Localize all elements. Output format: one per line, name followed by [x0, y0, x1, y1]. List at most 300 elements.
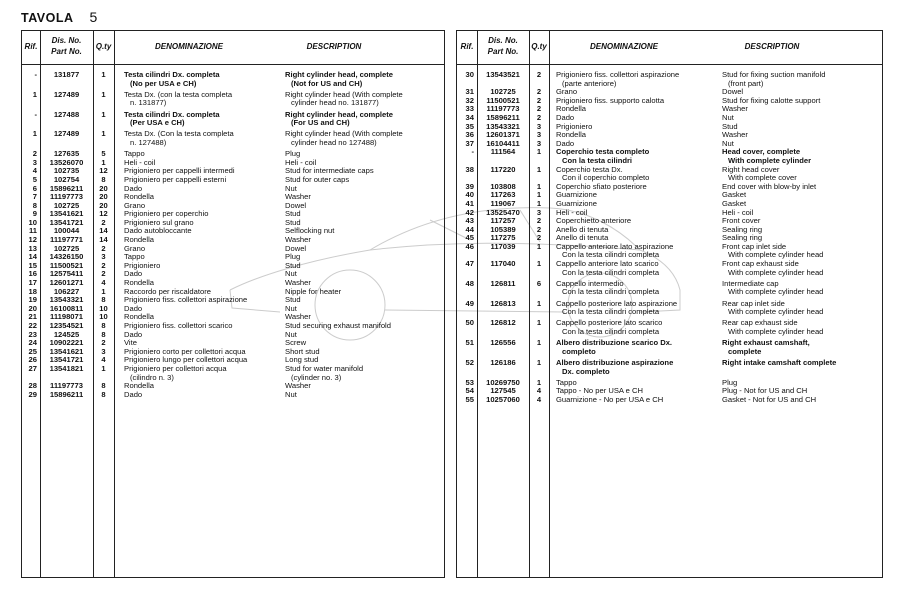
- row-part-no: 102725: [53, 243, 80, 253]
- description-line: Right cylinder head, complete: [285, 70, 394, 79]
- denominazione-line: Cappello posteriore lato scarico: [556, 318, 663, 328]
- row-ref: 13: [28, 243, 37, 253]
- denominazione-line: Coperchietto anteriore: [556, 216, 632, 226]
- description-line: Washer: [285, 235, 311, 245]
- row-ref: 34: [465, 112, 474, 122]
- row-denominazione: [124, 296, 247, 305]
- row-denominazione: [556, 300, 677, 317]
- table-row: [457, 183, 882, 192]
- row-part-no: 119067: [490, 198, 516, 208]
- row-ref: 33: [465, 104, 474, 114]
- row-qty: 1: [101, 109, 106, 119]
- row-qty: 2: [101, 269, 106, 279]
- description-line: Nut: [285, 269, 297, 279]
- row-ref: 17: [28, 278, 37, 288]
- row-part-no: 13541621: [49, 346, 84, 356]
- row-ref: 22: [28, 321, 37, 330]
- row-part-no: 102754: [53, 174, 80, 184]
- header-part-no: Part No.: [487, 47, 519, 56]
- row-part-no: 10269750: [486, 377, 520, 387]
- description-line: Short stud: [285, 346, 320, 356]
- row-part-no: 127489: [53, 89, 80, 99]
- table-row: [22, 236, 444, 245]
- table-row: [457, 379, 882, 388]
- description-line: Selflocking nut: [285, 226, 335, 236]
- description-line: Washer: [722, 104, 748, 114]
- denominazione-line: Rondella: [124, 312, 154, 322]
- description-line: Stud securing exhaust manifold: [285, 321, 391, 330]
- table-row: [22, 365, 444, 382]
- table-row: [457, 131, 882, 140]
- table-row: [22, 202, 444, 211]
- row-ref: 4: [32, 166, 37, 176]
- row-qty: 1: [101, 286, 106, 296]
- row-denominazione: [124, 391, 142, 400]
- denominazione-line: Testa cilindri Dx. completa: [124, 109, 220, 119]
- row-part-no: 15896211: [49, 183, 84, 193]
- table-row: [22, 391, 444, 400]
- description-subline: (cylinder no. 3): [291, 372, 342, 382]
- row-qty: 1: [101, 70, 106, 79]
- denominazione-line: Prigioniero fiss. collettori aspirazione: [124, 295, 248, 305]
- row-qty: 1: [101, 363, 106, 373]
- denominazione-subline: (cilindro n. 3): [130, 372, 174, 382]
- description-line: Plug - Not for US and CH: [722, 386, 808, 396]
- table-row: [457, 71, 882, 88]
- denominazione-subline: n. 127488): [130, 137, 167, 147]
- row-qty: 2: [536, 112, 542, 122]
- row-denominazione: [556, 71, 679, 88]
- row-description: [285, 91, 403, 108]
- page-number: 5: [89, 9, 98, 25]
- denominazione-line: Albero distribuzione aspirazione: [556, 357, 674, 367]
- table-row: [22, 305, 444, 314]
- table-row: [22, 150, 444, 159]
- denominazione-line: Prigioniero per cappelli intermedi: [124, 166, 235, 176]
- row-part-no: 13526070: [49, 157, 84, 167]
- denominazione-line: Grano: [124, 243, 146, 253]
- row-qty: 10: [99, 312, 108, 322]
- denominazione-line: Dado: [556, 112, 575, 122]
- row-denominazione: [556, 166, 649, 183]
- row-ref: 1: [32, 129, 37, 139]
- table-row: [457, 396, 882, 405]
- row-qty: 4: [536, 386, 542, 396]
- denominazione-subline: Con il coperchio completo: [562, 173, 650, 183]
- description-line: Heli - coil: [285, 157, 317, 167]
- header-description: DESCRIPTION: [306, 42, 362, 51]
- row-part-no: 117039: [490, 241, 516, 251]
- denominazione-line: Prigioniero per cappelli esterni: [124, 174, 227, 184]
- row-description: [722, 300, 823, 317]
- header-qty: Q.ty: [531, 42, 547, 51]
- row-ref: 24: [28, 338, 37, 348]
- row-denominazione: [556, 148, 649, 165]
- table-body: [22, 71, 444, 399]
- row-ref: 50: [465, 318, 474, 328]
- row-ref: 46: [465, 241, 474, 251]
- description-line: Gasket: [722, 198, 747, 208]
- row-ref: 54: [465, 386, 474, 396]
- row-ref: 7: [32, 192, 37, 202]
- row-denominazione: [556, 319, 662, 336]
- row-denominazione: [124, 130, 234, 147]
- description-line: Sealing ring: [722, 224, 763, 234]
- row-ref: 44: [465, 224, 474, 234]
- row-ref: 40: [465, 190, 474, 200]
- table-row: [22, 262, 444, 271]
- table-row: [457, 280, 882, 297]
- row-part-no: 126811: [490, 278, 516, 288]
- row-ref: 41: [465, 198, 474, 208]
- table-row: [22, 279, 444, 288]
- description-line: Stud for outer caps: [285, 174, 350, 184]
- denominazione-subline: (parte anteriore): [562, 78, 617, 88]
- row-qty: 1: [536, 298, 542, 308]
- row-denominazione: [556, 260, 659, 277]
- denominazione-line: Cappello anteriore lato scarico: [556, 259, 659, 269]
- row-description: [722, 359, 836, 368]
- row-qty: 1: [536, 318, 542, 328]
- row-qty: 1: [536, 164, 542, 174]
- row-ref: 52: [465, 357, 474, 367]
- description-line: Nut: [722, 112, 734, 122]
- row-qty: 1: [536, 259, 542, 269]
- row-qty: 1: [536, 181, 542, 191]
- row-part-no: 11500521: [49, 260, 84, 270]
- denominazione-line: Testa cilindri Dx. completa: [124, 70, 220, 79]
- table-row: [22, 356, 444, 365]
- denominazione-line: Coperchio testa completo: [556, 147, 650, 157]
- table-row: [457, 114, 882, 123]
- denominazione-line: Dado: [124, 329, 143, 339]
- row-denominazione: [556, 243, 673, 260]
- description-line: Plug: [722, 377, 738, 387]
- row-qty: 8: [101, 295, 106, 305]
- denominazione-line: Prigioniero per collettori acqua: [124, 363, 227, 373]
- denominazione-line: Raccordo per riscaldatore: [124, 286, 211, 296]
- denominazione-line: Rondella: [124, 235, 154, 245]
- table-row: [457, 260, 882, 277]
- denominazione-subline: n. 131877): [130, 98, 167, 108]
- table-row: [22, 185, 444, 194]
- denominazione-line: Tappo: [124, 149, 145, 159]
- table-row: [22, 245, 444, 254]
- description-line: Rear cap inlet side: [722, 298, 785, 308]
- row-description: [722, 280, 823, 297]
- denominazione-subline: Con la testa cilindri completa: [562, 327, 660, 336]
- row-part-no: 11197773: [50, 381, 83, 391]
- row-qty: 3: [536, 130, 542, 140]
- row-part-no: 124525: [53, 329, 80, 339]
- table-row: [22, 382, 444, 391]
- row-qty: 8: [101, 381, 106, 391]
- row-qty: 4: [101, 278, 106, 288]
- row-ref: 20: [28, 303, 37, 313]
- row-qty: 2: [101, 243, 106, 253]
- table-row: [22, 219, 444, 228]
- row-part-no: 13543321: [49, 295, 84, 305]
- row-ref: 43: [465, 216, 474, 226]
- row-qty: 3: [536, 138, 542, 148]
- row-ref: 19: [28, 295, 37, 305]
- row-qty: 2: [536, 95, 542, 105]
- row-qty: 1: [101, 89, 106, 99]
- row-description: [722, 339, 810, 356]
- row-ref: 45: [465, 233, 474, 243]
- denominazione-line: Prigioniero per coperchio: [124, 209, 209, 219]
- row-part-no: 117275: [490, 233, 516, 243]
- row-ref: 29: [28, 389, 37, 399]
- description-subline: cylinder head no. 131877): [291, 98, 379, 108]
- description-line: Washer: [285, 312, 311, 322]
- description-line: Stud: [285, 217, 301, 227]
- table-row: [22, 210, 444, 219]
- table-row: [22, 71, 444, 88]
- row-part-no: 117040: [490, 259, 516, 269]
- row-ref: 25: [28, 346, 37, 356]
- row-qty: 4: [536, 394, 542, 404]
- row-part-no: 16104411: [486, 138, 520, 148]
- description-line: Front cover: [722, 216, 761, 226]
- description-line: Dowel: [285, 200, 307, 210]
- row-qty: 20: [99, 192, 108, 202]
- header-qty: Q.ty: [95, 42, 112, 51]
- description-line: Right intake camshaft complete: [722, 357, 837, 367]
- denominazione-line: Vite: [124, 338, 137, 348]
- description-line: Stud for water manifold: [285, 363, 364, 373]
- row-part-no: 13525470: [486, 207, 520, 217]
- row-qty: 12: [99, 166, 108, 176]
- row-qty: 2: [536, 233, 542, 243]
- row-part-no: 10257060: [486, 394, 520, 404]
- denominazione-line: Cappello intermedio: [556, 278, 624, 288]
- table-row: [457, 226, 882, 235]
- row-qty: 1: [536, 377, 542, 387]
- table-row: [457, 387, 882, 396]
- description-line: Stud: [722, 121, 738, 131]
- denominazione-line: Tappo: [124, 252, 145, 262]
- row-part-no: 11197773: [50, 192, 83, 202]
- denominazione-line: Guarnizione: [556, 190, 597, 200]
- row-ref: -: [471, 147, 474, 157]
- table-row: [22, 227, 444, 236]
- description-line: Dowel: [722, 87, 744, 97]
- table-body: [457, 71, 882, 405]
- row-qty: 6: [536, 278, 542, 288]
- description-line: Rear cap exhaust side: [722, 318, 798, 328]
- denominazione-line: Albero distribuzione scarico Dx.: [556, 338, 673, 348]
- row-qty: 14: [99, 235, 108, 245]
- denominazione-line: Prigioniero lungo per collettori acqua: [124, 355, 248, 365]
- description-line: Nipple for heater: [285, 286, 342, 296]
- denominazione-subline: Con la testa cilindri: [562, 155, 633, 165]
- denominazione-line: Dado autobloccante: [124, 226, 192, 236]
- denominazione-subline: Con la testa cilindri completa: [562, 287, 660, 297]
- row-qty: 1: [536, 357, 542, 367]
- row-description: [722, 260, 823, 277]
- row-part-no: 102725: [53, 200, 80, 210]
- denominazione-line: Grano: [124, 200, 146, 210]
- row-part-no: 13541721: [49, 217, 84, 227]
- description-line: Washer: [285, 381, 311, 391]
- row-qty: 3: [101, 346, 106, 356]
- row-description: [285, 71, 393, 88]
- description-line: Right cylinder head (With complete: [285, 129, 403, 139]
- row-qty: 1: [101, 157, 106, 167]
- denominazione-line: Guarnizione: [556, 198, 597, 208]
- row-qty: 1: [101, 129, 106, 139]
- header-rif: Rif.: [24, 42, 38, 51]
- row-part-no: 14326150: [49, 252, 84, 262]
- description-line: Right exhaust camshaft,: [722, 338, 810, 348]
- row-ref: 35: [465, 121, 474, 131]
- description-line: Nut: [285, 389, 297, 399]
- denominazione-line: Dado: [556, 138, 575, 148]
- header-denominazione: DENOMINAZIONE: [590, 42, 658, 51]
- denominazione-subline: Con la testa cilindri completa: [562, 307, 660, 317]
- description-line: Intermediate cap: [722, 278, 779, 288]
- denominazione-line: Dado: [124, 183, 143, 193]
- row-ref: 6: [32, 183, 37, 193]
- row-qty: 12: [99, 209, 108, 219]
- row-qty: 1: [536, 147, 542, 157]
- denominazione-line: Testa Dx. (Con la testa completa: [124, 129, 234, 139]
- row-part-no: 102725: [490, 87, 516, 97]
- denominazione-line: Cappello posteriore lato aspirazione: [556, 298, 678, 308]
- row-qty: 14: [99, 226, 108, 236]
- row-part-no: 105389: [490, 224, 516, 234]
- row-qty: 8: [101, 329, 106, 339]
- description-line: Stud for fixing suction manifold: [722, 70, 826, 79]
- description-line: Right cylinder head, complete: [285, 109, 394, 119]
- row-ref: -: [34, 70, 37, 79]
- description-subline: With complete cylinder: [728, 155, 812, 165]
- description-line: Sealing ring: [722, 233, 763, 243]
- table-row: [457, 105, 882, 114]
- table-row: [457, 200, 882, 209]
- denominazione-subline: Dx. completo: [562, 366, 610, 376]
- denominazione-line: Heli - coil: [124, 157, 156, 167]
- row-ref: 38: [465, 164, 474, 174]
- row-denominazione: [124, 91, 232, 108]
- row-ref: 5: [32, 174, 37, 184]
- description-line: Washer: [722, 130, 748, 140]
- row-ref: 31: [465, 87, 474, 97]
- row-qty: 2: [536, 224, 542, 234]
- denominazione-line: Cappello anteriore lato aspirazione: [556, 241, 674, 251]
- description-line: Head cover, complete: [722, 147, 801, 157]
- row-denominazione: [556, 396, 663, 405]
- row-qty: 8: [101, 174, 106, 184]
- description-subline: (Not for US and CH): [291, 78, 363, 88]
- denominazione-line: Rondella: [556, 104, 586, 114]
- description-line: Stud: [285, 295, 301, 305]
- row-part-no: 126556: [490, 338, 516, 348]
- denominazione-line: Guarnizione - No per USA e CH: [556, 394, 664, 404]
- denominazione-subline: Con la testa cilindri completa: [562, 267, 660, 277]
- row-denominazione: [556, 280, 659, 297]
- denominazione-line: Coperchio testa Dx.: [556, 164, 623, 174]
- row-description: [285, 111, 393, 128]
- row-ref: 28: [28, 381, 37, 391]
- row-qty: 2: [101, 338, 106, 348]
- row-qty: 3: [536, 207, 542, 217]
- description-subline: With complete cover: [728, 173, 797, 183]
- row-part-no: 13543321: [486, 121, 520, 131]
- description-line: Stud for fixing calotte support: [722, 95, 821, 105]
- denominazione-line: Rondella: [124, 278, 154, 288]
- row-ref: 39: [465, 181, 474, 191]
- table-row: [22, 270, 444, 279]
- row-part-no: 117263: [490, 190, 516, 200]
- row-part-no: 100044: [53, 226, 80, 236]
- description-subline: (For US and CH): [291, 118, 350, 128]
- table-header: [22, 31, 444, 65]
- description-subline: With complete cylinder head: [728, 327, 824, 336]
- header-description: DESCRIPTION: [744, 42, 800, 51]
- table-row: [22, 253, 444, 262]
- denominazione-line: Prigioniero: [124, 260, 161, 270]
- denominazione-line: Grano: [556, 87, 578, 97]
- row-qty: 8: [101, 321, 106, 330]
- table-row: [457, 319, 882, 336]
- description-line: Plug: [285, 149, 301, 159]
- row-qty: 3: [536, 121, 542, 131]
- row-ref: 3: [32, 157, 37, 167]
- description-line: Nut: [722, 138, 734, 148]
- row-denominazione: [124, 365, 227, 382]
- row-part-no: 103808: [490, 181, 516, 191]
- header-dis-no: Dis. No.: [51, 36, 82, 45]
- description-line: Gasket: [722, 190, 747, 200]
- description-line: Washer: [285, 278, 311, 288]
- row-ref: 48: [465, 278, 474, 288]
- denominazione-line: Rondella: [124, 192, 154, 202]
- description-line: Front cap inlet side: [722, 241, 787, 251]
- row-ref: 18: [28, 286, 37, 296]
- denominazione-line: Tappo - No per USA e CH: [556, 386, 643, 396]
- parts-table-left: [21, 30, 445, 578]
- description-line: Nut: [285, 303, 297, 313]
- denominazione-line: Heli - coil: [556, 207, 588, 217]
- row-part-no: 16100811: [49, 303, 84, 313]
- description-line: Right cylinder head (With complete: [285, 89, 403, 99]
- header-rif: Rif.: [460, 42, 474, 51]
- row-part-no: 127489: [53, 129, 80, 139]
- row-part-no: 106227: [53, 286, 80, 296]
- denominazione-line: Coperchio sfiato posteriore: [556, 181, 647, 191]
- table-row: [457, 140, 882, 149]
- row-part-no: 13543521: [486, 70, 520, 79]
- row-description: [722, 71, 825, 88]
- denominazione-subline: (Per USA e CH): [130, 118, 185, 128]
- description-line: Nut: [285, 329, 297, 339]
- table-row: [22, 322, 444, 331]
- row-part-no: 11197771: [50, 235, 83, 245]
- row-qty: 3: [101, 252, 106, 262]
- row-ref: -: [34, 109, 37, 119]
- row-denominazione: [556, 339, 672, 356]
- denominazione-line: Prigioniero fiss. supporto calotta: [556, 95, 665, 105]
- row-ref: 30: [465, 70, 474, 79]
- row-part-no: 15896211: [49, 389, 84, 399]
- description-line: Heli - coil: [722, 207, 754, 217]
- row-description: [722, 148, 811, 165]
- header-part-no: Part No.: [51, 47, 82, 56]
- row-ref: 37: [465, 138, 474, 148]
- description-line: Long stud: [285, 355, 319, 365]
